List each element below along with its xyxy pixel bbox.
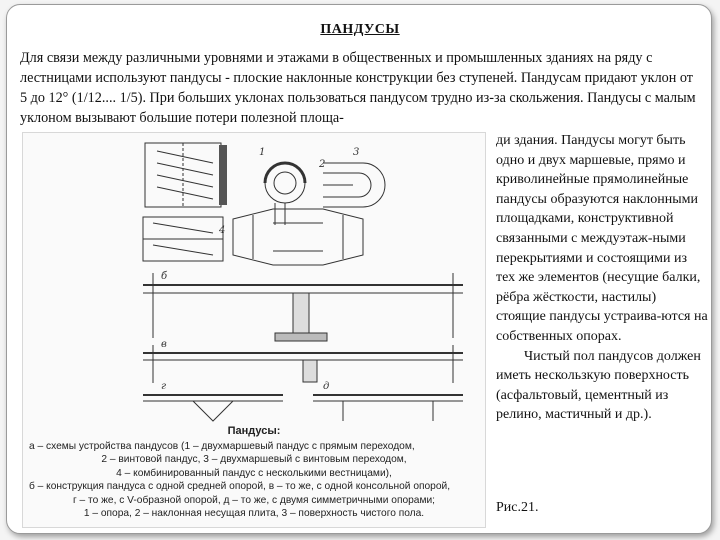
scheme-1-label: 1 — [259, 147, 266, 158]
section-b-drawing — [143, 271, 463, 341]
ramp-figure — [22, 132, 486, 528]
caption-line: 2 – винтовой пандус, 3 – двухмаршевый с винтовым переходом, — [101, 454, 407, 465]
scheme-4-label: 4 — [219, 225, 226, 236]
caption-title: Пандусы: — [227, 425, 281, 437]
ramp-drawings — [23, 133, 485, 423]
caption-line: 4 – комбинированный пандус с несколькими вестницами), — [116, 467, 392, 479]
figure-reference: Рис.21. — [496, 500, 539, 515]
caption-line: 1 – опора, 2 – наклонная несущая плита, 3 – поверхность чистого пола. — [83, 508, 425, 519]
section-b-label: б — [161, 271, 168, 282]
figure-caption — [29, 425, 479, 521]
section-v-label: в — [161, 339, 167, 350]
section-g-drawing — [143, 381, 283, 421]
caption-line: а – схемы устройства пандусов (1 – двухмаршевый пандус с прямым переходом, — [29, 440, 415, 452]
caption-line: б – конструкция пандуса с одной средней опорой, в – то же, с одной консольной опорой, — [29, 481, 451, 492]
section-v-drawing — [143, 339, 463, 383]
intro-paragraph: Для связи между различными уровнями и этажами в общественных и промышленных зданиях на ряду с лестницами используют пандусы - плоские наклонные конструкции без ступеней. Пандусам придают уклон от 5 до 12° (1/12.... 1/5). При больших уклонах пользоваться пандусом трудно из-за скольжения. Пандусы с малым уклоном вызывают большие потери полезной площа- — [20, 50, 696, 126]
caption-line: г – то же, с V-образной опорой, д – то же, с двумя симметричными опорами; — [73, 494, 435, 506]
scheme-2-drawing — [265, 159, 325, 225]
ramp-plan-drawing — [143, 217, 226, 261]
scheme-1-drawing — [145, 143, 265, 207]
scheme-3-drawing — [323, 147, 385, 207]
body-paragraph: Чистый пол пандусов должен иметь нескользкую поверхность (асфальтовый, цементный из релино, мастичный и др.). — [496, 348, 701, 423]
body-paragraph: ди здания. Пандусы могут быть одно и двух маршевые, прямо и криволинейные прямолинейные пандусы образуются наклонными площадками, конструктивной связанными с междуэтаж-ными перекрытиями и состоящими из тех же элементов (несущие балки, рёбра жёсткости, настилы) стоящие пандусы устраива-ются на собственных опорах. — [496, 133, 708, 344]
section-d-label: д — [323, 381, 330, 392]
slide-title: ПАНДУСЫ — [320, 22, 400, 37]
section-d-drawing — [313, 381, 463, 421]
section-g-label: г — [161, 381, 167, 392]
scheme-4-drawing — [218, 209, 363, 265]
scheme-3-label: 3 — [353, 147, 360, 158]
right-text-column — [496, 131, 708, 425]
scheme-2-label: 2 — [319, 159, 326, 170]
